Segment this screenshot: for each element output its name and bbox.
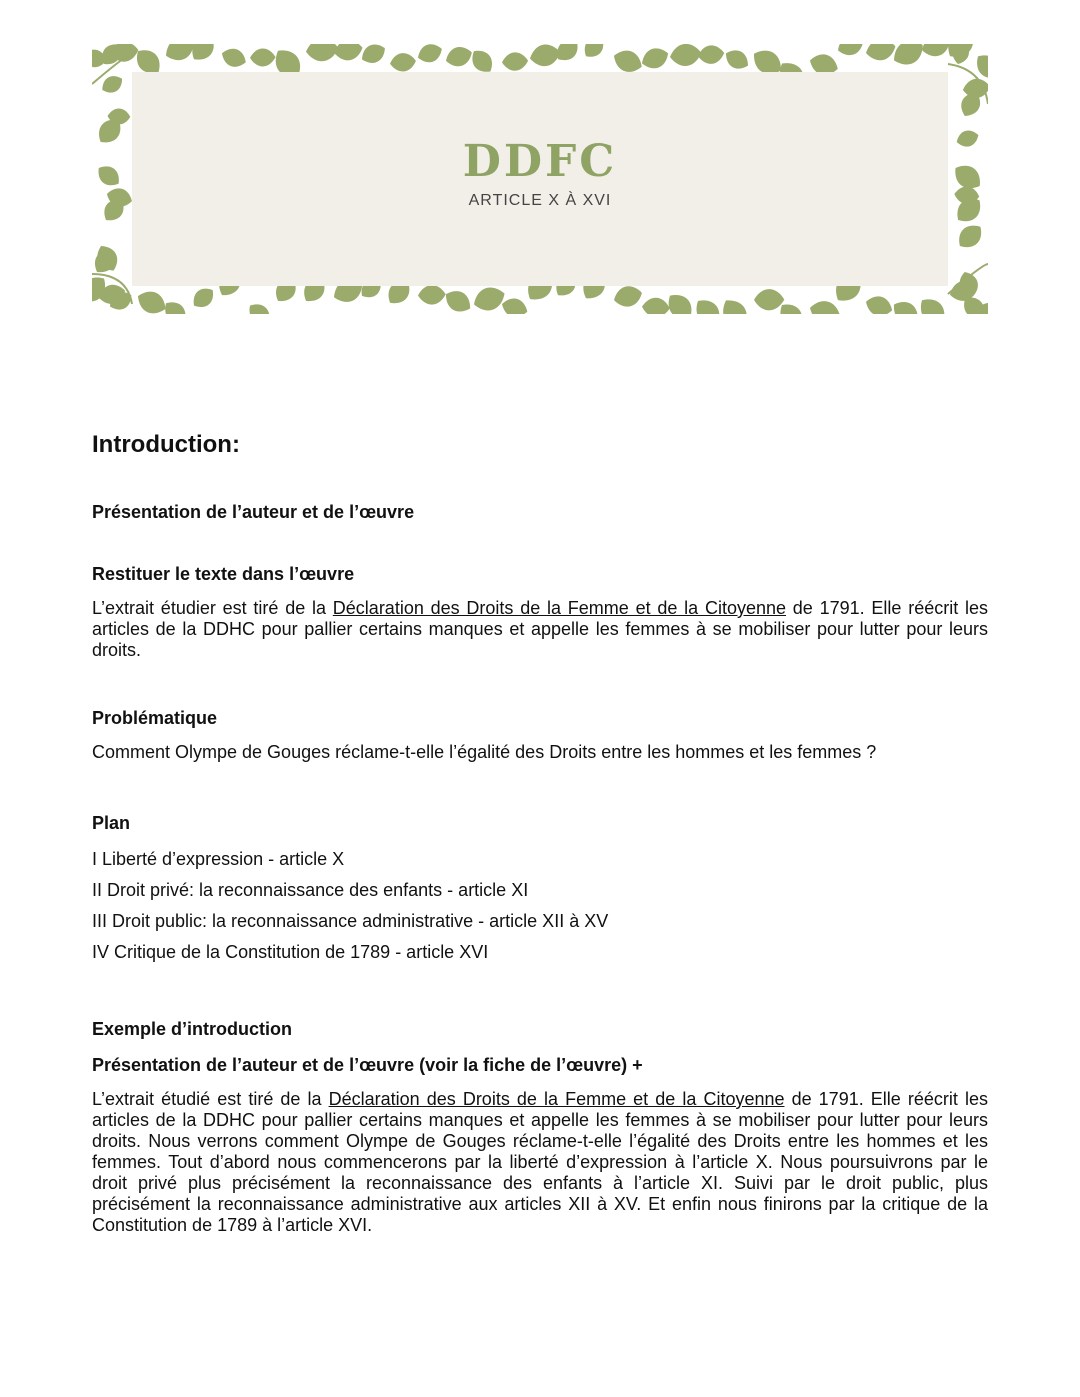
exemple-subheading: Présentation de l’auteur et de l’œuvre (voir la fiche de l’œuvre) + xyxy=(92,1055,643,1075)
leaf-shape xyxy=(443,44,475,70)
leaf-shape xyxy=(863,293,895,314)
plan-heading: Plan xyxy=(92,813,131,833)
restituer-paragraph xyxy=(92,598,988,661)
problematique-paragraph: Comment Olympe de Gouges réclame-t-elle l’égalité des Droits entre les hommes et les femmes ? xyxy=(92,742,877,762)
leaf-shape xyxy=(754,289,784,310)
leaf-shape xyxy=(722,46,753,74)
leaf-shape xyxy=(305,44,340,63)
leaf-shape xyxy=(389,52,417,73)
leaf-shape xyxy=(953,220,987,254)
exemple-text-after: de 1791. Elle réécrit les articles de la DDHC pour pallier certains manques et appelle les femmes à se mobiliser pour lutter pour leurs droits. Nous verrons comment Olympe de Gouges réclame-t-elle l’égalité des Droits entre les hommes et les femmes. Tout d’abord nous commencerons par la liberté d’expression à l’article X. Nous poursuivrons par le droit privé plus précisément la reconnaissance des enfants à l’article XI. Suivi par le droit public, plus précisément la reconnaissance administrative aux articles XII à XV. Et enfin nous finirons par la critique de la Constitution de 1789 à l’article XVI. xyxy=(92,1089,988,1235)
leaf-shape xyxy=(697,44,726,65)
leaf-shape xyxy=(717,294,753,314)
plan-item: I Liberté d’expression - article X xyxy=(92,849,345,869)
leaf-shape xyxy=(418,285,447,306)
document-subtitle: ARTICLE X À XVI xyxy=(468,192,612,209)
plan-item: IV Critique de la Constitution de 1789 - article XVI xyxy=(92,942,489,962)
leaf-shape xyxy=(415,44,445,66)
restituer-heading: Restituer le texte dans l’œuvre xyxy=(92,564,355,584)
exemple-heading: Exemple d’introduction xyxy=(92,1019,293,1039)
leaf-shape xyxy=(134,287,170,314)
document-body xyxy=(92,430,988,1236)
leaf-shape xyxy=(919,44,953,60)
leaf-shape xyxy=(501,52,528,72)
leaf-shape xyxy=(499,295,530,314)
plan-item: III Droit public: la reconnaissance administrative - article XII à XV xyxy=(92,911,609,931)
leaf-shape xyxy=(888,296,923,314)
leaf-shape xyxy=(332,44,364,63)
introduction-heading: Introduction: xyxy=(92,431,240,458)
leaf-shape xyxy=(580,44,609,62)
document-title: DDFC xyxy=(462,136,618,187)
leaf-shape xyxy=(690,294,726,314)
restituer-text-before: L’extrait étudier est tiré de la xyxy=(92,598,333,618)
work-title-link: Déclaration des Droits de la Femme et de la Citoyenne xyxy=(328,1089,785,1109)
leaf-shape xyxy=(470,283,508,314)
leaf-shape xyxy=(611,283,644,310)
restituer-text-after: de 1791. Elle réécrit les articles de la DDHC pour pallier certains manques et appelle les femmes à se mobiliser pour lutter pour leurs droits. xyxy=(92,598,989,660)
leaf-shape xyxy=(914,293,951,314)
leaf-shape xyxy=(244,299,275,314)
leaf-shape xyxy=(638,44,671,72)
leaf-shape xyxy=(641,297,670,314)
problematique-heading: Problématique xyxy=(92,708,218,728)
leaf-shape xyxy=(441,286,475,314)
leaf-shape xyxy=(669,44,703,68)
work-title-link: Déclaration des Droits de la Femme et de la Citoyenne xyxy=(332,598,787,618)
leaf-shape xyxy=(219,45,249,71)
presentation-heading: Présentation de l’auteur et de l’œuvre xyxy=(92,502,415,522)
leaf-shape xyxy=(93,161,124,191)
leaf-shape xyxy=(807,297,843,314)
leaf-shape xyxy=(954,128,981,150)
leaf-shape xyxy=(358,44,389,67)
exemple-text-before: L’extrait étudié est tiré de la xyxy=(92,1089,329,1109)
banner-card xyxy=(132,72,948,286)
leaf-shape xyxy=(835,44,867,59)
leaf-shape xyxy=(528,44,563,69)
leaf-shape xyxy=(189,284,219,313)
exemple-paragraph xyxy=(92,1089,988,1236)
header-banner xyxy=(92,44,988,314)
leaf-shape xyxy=(864,44,898,63)
plan-item: II Droit privé: la reconnaissance des enfants - article XI xyxy=(92,880,529,900)
leaf-shape xyxy=(250,48,276,67)
